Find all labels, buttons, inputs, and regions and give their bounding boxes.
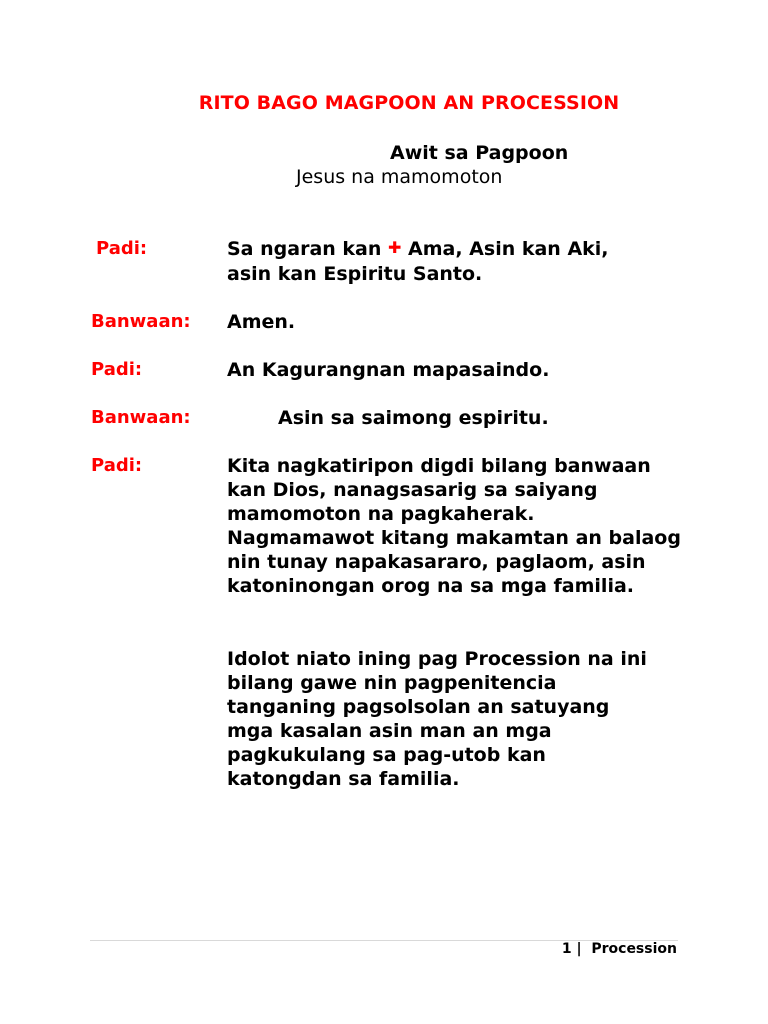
speaker-label: Padi: <box>91 359 143 380</box>
footer-separator: | <box>571 941 592 957</box>
speaker-label: Banwaan: <box>91 407 191 428</box>
page-number: 1 <box>561 941 572 957</box>
dialogue-text: Kita nagkatiripon digdi bilang banwaan kan Dios, nanagsasarig sa saiyang mamomoton na pagkaherak. Nagmamawot kitang makamtan an balaog nin tunay napakasararo, paglaom, asin katoninongan orog na sa mga familia. <box>227 455 681 597</box>
dialogue-text: Asin sa saimong espiritu. <box>278 407 549 429</box>
speaker-label: Padi: <box>91 455 143 476</box>
closing-paragraph: Idolot niato ining pag Procession na ini bilang gawe nin pagpenitencia tanganing pagsolsolan an satuyang mga kasalan asin man an mga pagkukulang sa pag-utob kan katongdan sa familia. <box>227 648 647 790</box>
cross-icon: ✚ <box>388 238 402 257</box>
song-subtitle: Jesus na mamomoton <box>296 166 503 188</box>
speaker-label: Padi: <box>96 238 148 259</box>
dialogue-text-part: Sa ngaran kan <box>227 238 388 260</box>
dialogue-text: Amen. <box>227 311 296 333</box>
dialogue-text-part: Ama, Asin kan Aki, <box>401 238 609 260</box>
song-heading: Awit sa Pagpoon <box>390 142 569 164</box>
dialogue-text-line: asin kan Espiritu Santo. <box>227 263 483 285</box>
document-title: RITO BAGO MAGPOON AN PROCESSION <box>198 92 620 114</box>
page-footer <box>562 941 677 957</box>
dialogue-text <box>227 237 697 286</box>
dialogue-text: An Kagurangnan mapasaindo. <box>227 359 550 381</box>
footer-section: Procession <box>591 941 677 957</box>
speaker-label: Banwaan: <box>91 311 191 332</box>
